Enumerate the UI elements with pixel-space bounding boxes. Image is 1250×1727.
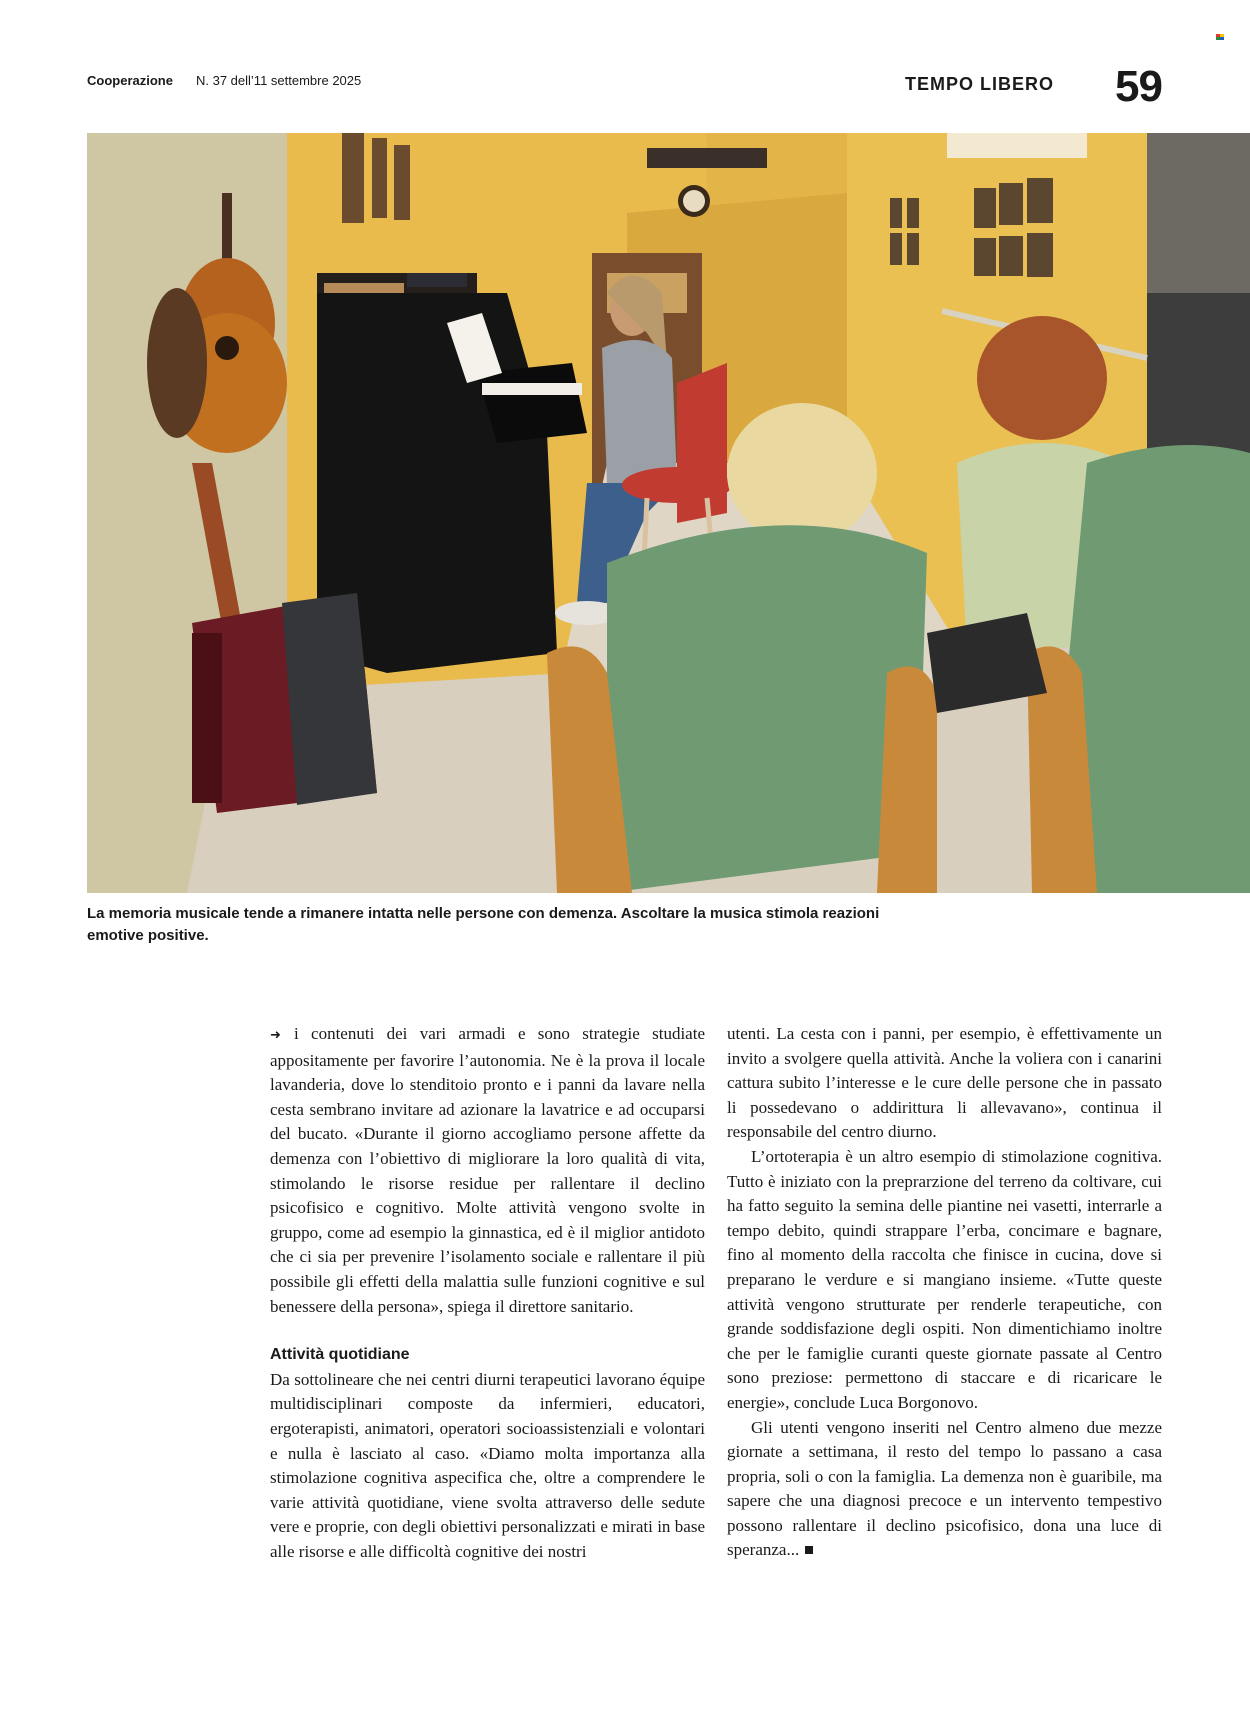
photo-caption: La memoria musicale tende a rimanere intatta nelle persone con demenza. Ascoltare la musica stimola reazioni emotive positive. [87, 905, 880, 944]
end-of-article-square-icon [805, 1546, 813, 1554]
paragraph: L’ortoterapia è un altro esempio di stimolazione cognitiva. Tutto è iniziato con la preprarzione del terreno da coltivare, cui ha fatto seguito la semina delle piantine nei vasetti, interrarle a tempo debito, quindi strappare l’erba, concimare e bagnare, fino al momento della raccolta che finisce in cucina, dove si preparano le verdure e si mangiano insieme. «Tutte queste attività vengono strutturate per renderle terapeutiche, con grande soddisfazione degli ospiti. Non dimentichiamo inoltre che per le famiglie curanti queste giornate passate al Centro sono preziose: permettono di staccare e di ricaricare le energie», conclude Luca Borgonovo. [727, 1146, 1162, 1412]
paragraph: Da sottolineare che nei centri diurni terapeutici lavorano équipe multidisciplinari composte da infermieri, educatori, ergoterapisti, animatori, operatori socioassistenziali e volontari e nulla è lasciato al caso. «Diamo molta importanza alla stimolazione cognitiva aspecifica che, oltre a comprendere le varie attività quotidiane, viene svolta attraverso delle sedute vere e proprie, con degli obiettivi personalizzati e mirati in base alle risorse e alle difficoltà cognitive dei nostri [270, 1369, 705, 1561]
printer-color-mark [1216, 34, 1224, 41]
paragraph-text: i contenuti dei vari armadi e sono strategie studiate appositamente per favorire l’autonomia. Ne è la prova il locale lavanderia, dove lo stenditoio pronto e i panni da lavare nella cesta sembrano invitare ad azionare la lavatrice e ad occuparsi del bucato. «Durante il giorno accogliamo persone affette da demenza con l’obiettivo di migliorare la loro qualità di vita, stimolando le risorse residue per rallentare il declino psicofisico e cognitivo. Molte attività vengono svolte in gruppo, come ad esempio la ginnastica, ed è il miglior antidoto che ci sia per prevenire l’isolamento sociale e rallentare il più possibile gli effetti della malattia sulle funzioni cognitive e sul benessere della persona», spiega il direttore sanitario. [270, 1024, 705, 1316]
arrow-right-icon: ➜ [270, 1028, 281, 1043]
paragraph-text: Gli utenti vengono inseriti nel Centro almeno due mezze giornate a settimana, il resto del tempo lo passano a casa propria, soli o con la famiglia. La demenza non è guaribile, ma sapere che una diagnosi precoce e un intervento tempestivo possono rallentare il declino psicofisico, dona una luce di speranza... [727, 1417, 1162, 1560]
publication-name: Cooperazione [87, 73, 173, 88]
paragraph [727, 1416, 1162, 1564]
page-header [87, 62, 1162, 114]
subheading: Attività quotidiane [270, 1346, 410, 1364]
issue-info: N. 37 dell’11 settembre 2025 [196, 73, 362, 88]
page-number: 59 [1115, 62, 1162, 111]
paragraph [270, 1022, 705, 1319]
article-column-left [270, 1022, 705, 1564]
section-title: TEMPO LIBERO [904, 74, 1054, 94]
article-photo [87, 133, 1250, 893]
article-column-right [727, 1022, 1162, 1563]
paragraph: utenti. La cesta con i panni, per esempio, è effettivamente un invito a svolgere quella attività. Anche la voliera con i canarini cattura subito l’interesse e le cure delle persone che in passato li possedevano o addirittura li allevavano», continua il responsabile del centro diurno. [727, 1024, 1162, 1142]
